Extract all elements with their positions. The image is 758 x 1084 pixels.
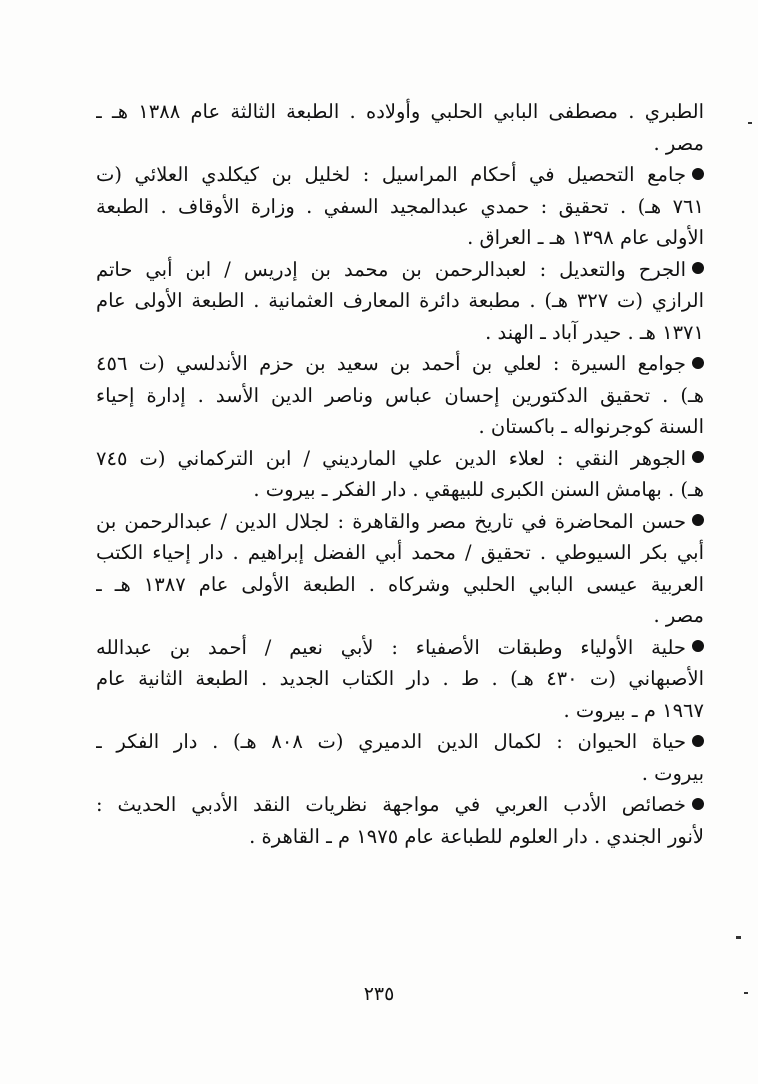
entry-line (96, 443, 704, 475)
scan-mark (748, 122, 752, 124)
bibliography-entry (96, 348, 704, 443)
entry-line (96, 159, 704, 191)
entry-text: العربية عيسى البابي الحلبي وشركاه . الطبعة الأولى عام ١٣٨٧ هـ ـ (96, 572, 704, 596)
scan-mark (736, 936, 741, 939)
entry-line (96, 600, 704, 632)
entry-text: الأولى عام ١٣٩٨ هـ ـ العراق . (467, 226, 704, 249)
entry-text: حسن المحاضرة في تاريخ مصر والقاهرة : لجلال الدين / عبدالرحمن بن (96, 509, 686, 533)
entry-text: الجرح والتعديل : لعبدالرحمن بن محمد بن إدريس / ابن أبي حاتم (96, 257, 686, 281)
bullet-icon (692, 798, 704, 810)
entry-line (96, 726, 704, 758)
bullet-icon (692, 640, 704, 652)
entry-line (96, 317, 704, 349)
entry-text: حلية الأولياء وطبقات الأصفياء : لأبي نعيم / أحمد بن عبدالله (96, 635, 686, 659)
bibliography-entry (96, 726, 704, 789)
entry-line (96, 96, 704, 128)
bullet-icon (692, 357, 704, 369)
scan-mark (744, 992, 748, 994)
bullet-icon (692, 451, 704, 463)
bullet-icon (692, 262, 704, 274)
entry-text: ٧٦١ هـ) . تحقيق : حمدي عبدالمجيد السفي . وزارة الأوقاف . الطبعة (96, 194, 704, 218)
bibliography-entry (96, 632, 704, 727)
entry-line (96, 474, 704, 506)
entry-text: هـ) . بهامش السنن الكبرى للبيهقي . دار الفكر ـ بيروت . (253, 478, 704, 501)
entry-line (96, 821, 704, 853)
entry-line (96, 758, 704, 790)
bibliography-entry (96, 443, 704, 506)
entry-line (96, 411, 704, 443)
entry-line (96, 632, 704, 664)
entry-text: ١٣٧١ هـ . حيدر آباد ـ الهند . (485, 320, 704, 344)
bibliography-entry (96, 789, 704, 852)
entry-line (96, 695, 704, 727)
entry-text: هـ) . تحقيق الدكتورين إحسان عباس وناصر الدين الأسد . إدارة إحياء (96, 383, 704, 407)
entry-line (96, 191, 704, 223)
entry-text: مصر . (653, 604, 704, 627)
bullet-icon (692, 168, 704, 180)
bibliography-list (96, 96, 704, 852)
entry-text: حياة الحيوان : لكمال الدين الدميري (ت ٨٠٨ هـ) . دار الفكر ـ (96, 730, 686, 753)
entry-text: السنة كوجرنواله ـ باكستان . (478, 415, 704, 438)
entry-text: الأصبهاني (ت ٤٣٠ هـ) . ط . دار الكتاب الجديد . الطبعة الثانية عام (96, 667, 704, 690)
entry-line (96, 128, 704, 160)
entry-line (96, 789, 704, 821)
entry-text: الرازي (ت ٣٢٧ هـ) . مطبعة دائرة المعارف العثمانية . الطبعة الأولى عام (96, 289, 704, 312)
entry-line (96, 348, 704, 380)
entry-text: الجوهر النقي : لعلاء الدين علي المارديني / ابن التركماني (ت ٧٤٥ (96, 446, 686, 470)
bibliography-entry (96, 159, 704, 254)
entry-line (96, 285, 704, 317)
entry-text: خصائص الأدب العربي في مواجهة نظريات النقد الأدبي الحديث : (96, 793, 686, 816)
entry-text: ١٩٦٧ م ـ بيروت . (563, 698, 704, 722)
entry-line (96, 380, 704, 412)
bibliography-entry (96, 254, 704, 349)
bibliography-entry (96, 96, 704, 159)
entry-line (96, 506, 704, 538)
entry-text: مصر . (653, 131, 704, 155)
entry-text: أبي بكر السيوطي . تحقيق / محمد أبي الفضل إبراهيم . دار إحياء الكتب (96, 541, 704, 564)
entry-text: لأنور الجندي . دار العلوم للطباعة عام ١٩٧٥ م ـ القاهرة . (249, 824, 704, 848)
entry-text: جامع التحصيل في أحكام المراسيل : لخليل بن كيكلدي العلائي (ت (96, 163, 686, 186)
entry-line (96, 663, 704, 695)
entry-line (96, 222, 704, 254)
entry-line (96, 537, 704, 569)
bullet-icon (692, 735, 704, 747)
bullet-icon (692, 514, 704, 526)
entry-text: الطبري . مصطفى البابي الحلبي وأولاده . الطبعة الثالثة عام ١٣٨٨ هـ ـ (96, 100, 704, 123)
entry-text: بيروت . (641, 761, 704, 785)
bibliography-entry (96, 506, 704, 632)
entry-text: جوامع السيرة : لعلي بن أحمد بن سعيد بن حزم الأندلسي (ت ٤٥٦ (96, 352, 686, 375)
entry-line (96, 254, 704, 286)
page-number: ٢٣٥ (363, 983, 395, 1005)
entry-line (96, 569, 704, 601)
